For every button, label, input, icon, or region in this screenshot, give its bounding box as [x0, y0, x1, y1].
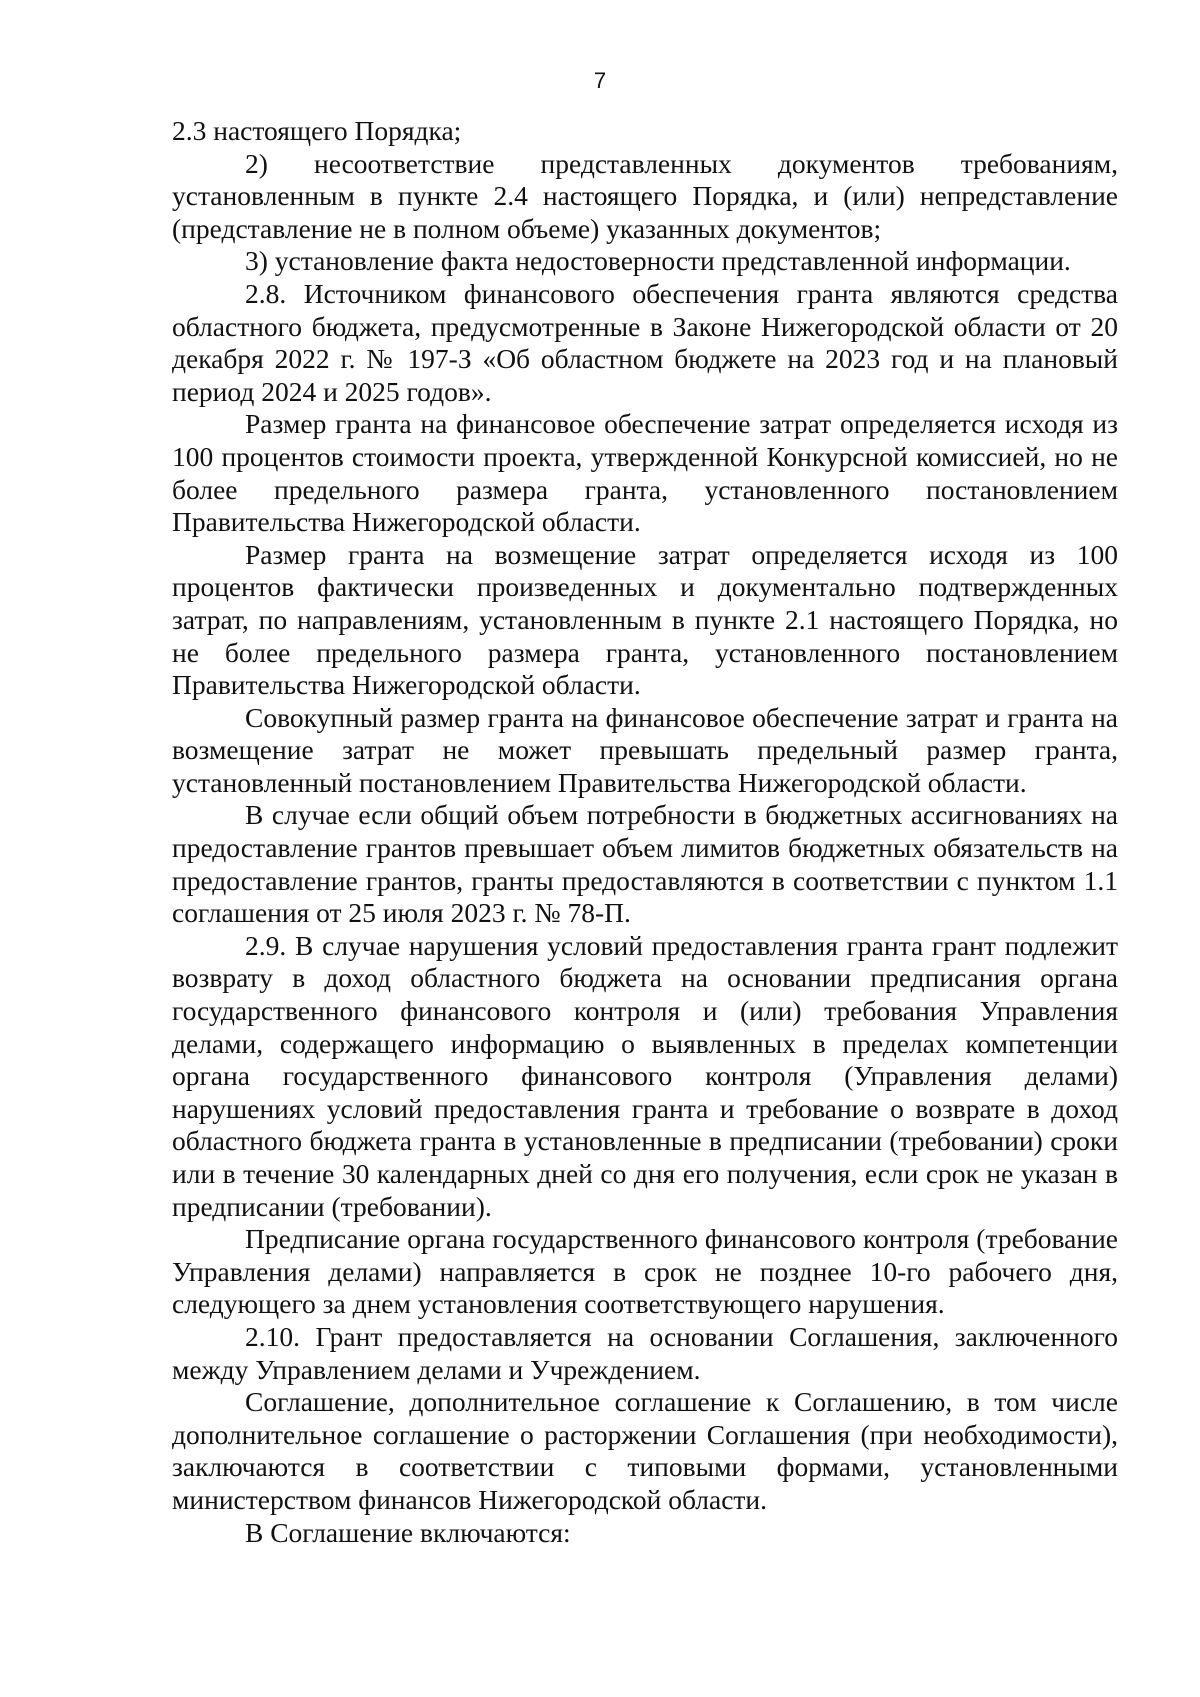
paragraph-grant-size-total: Совокупный размер гранта на финансовое обеспечение затрат и гранта на возмещение затрат не может превышать предельный размер гранта, установленный постановлением Правительства Нижегородской области. — [172, 701, 1118, 798]
paragraph-clause-2-10: 2.10. Грант предоставляется на основании Соглашения, заключенного между Управлением делами и Учреждением. — [172, 1320, 1118, 1385]
page-number: 7 — [593, 68, 607, 93]
paragraph-grant-size-reimbursement: Размер гранта на возмещение затрат определяется исходя из 100 процентов фактически произведенных и документально подтвержденных затрат, по направлениям, установленным в пункте 2.1 настоящего Порядка, но не более предельного размера гранта, установленного постановлением Правительства Нижегородской области. — [172, 538, 1118, 701]
paragraph-clause-2-8: 2.8. Источником финансового обеспечения гранта являются средства областного бюджета, предусмотренные в Законе Нижегородской области от 20 декабря 2022 г. № 197-З «Об областном бюджете на 2023 год и на плановый период 2024 и 2025 годов». — [172, 277, 1118, 407]
paragraph-grant-size-financial-support: Размер гранта на финансовое обеспечение затрат определяется исходя из 100 процентов стоимости проекта, утвержденной Конкурсной комиссией, но не более предельного размера гранта, установленного постановлением Правительства Нижегородской области. — [172, 408, 1118, 538]
paragraph-item-3: 3) установление факта недостоверности представленной информации. — [245, 245, 1071, 277]
paragraph-continuation: 2.3 настоящего Порядка; — [172, 115, 462, 146]
paragraph-item-2: 2) несоответствие представленных документов требованиям, установленным в пункте 2.4 настоящего Порядка, и (или) непредставление (представление не в полном объеме) указанных документов; — [172, 147, 1118, 244]
document-body — [172, 115, 1118, 1549]
paragraph-budget-limits: В случае если общий объем потребности в бюджетных ассигнованиях на предоставление грантов превышает объем лимитов бюджетных обязательств на предоставление грантов, гранты предоставляются в соответствии с пунктом 1.1 соглашения от 25 июля 2023 г. № 78-П. — [172, 799, 1118, 929]
paragraph-agreement-forms: Соглашение, дополнительное соглашение к Соглашению, в том числе дополнительное соглашение о расторжении Соглашения (при необходимости), заключаются в соответствии с типовыми формами, установленными министерством финансов Нижегородской области. — [172, 1386, 1118, 1515]
paragraph-agreement-includes: В Соглашение включаются: — [245, 1516, 571, 1548]
paragraph-prescription-deadline: Предписание органа государственного финансового контроля (требование Управления делами) направляется в срок не позднее 10-го рабочего дня, следующего за днем установления соответствующего нарушения. — [172, 1223, 1118, 1320]
paragraph-clause-2-9: 2.9. В случае нарушения условий предоставления гранта грант подлежит возврату в доход областного бюджета на основании предписания органа государственного финансового контроля и (или) требования Управления делами, содержащего информацию о выявленных в пределах компетенции органа государственного финансового контроля (Управления делами) нарушениях условий предоставления гранта и требование о возврате в доход областного бюджета гранта в установленные в предписании (требовании) сроки или в течение 30 календарных дней со дня его получения, если срок не указан в предписании (требовании). — [172, 929, 1118, 1222]
